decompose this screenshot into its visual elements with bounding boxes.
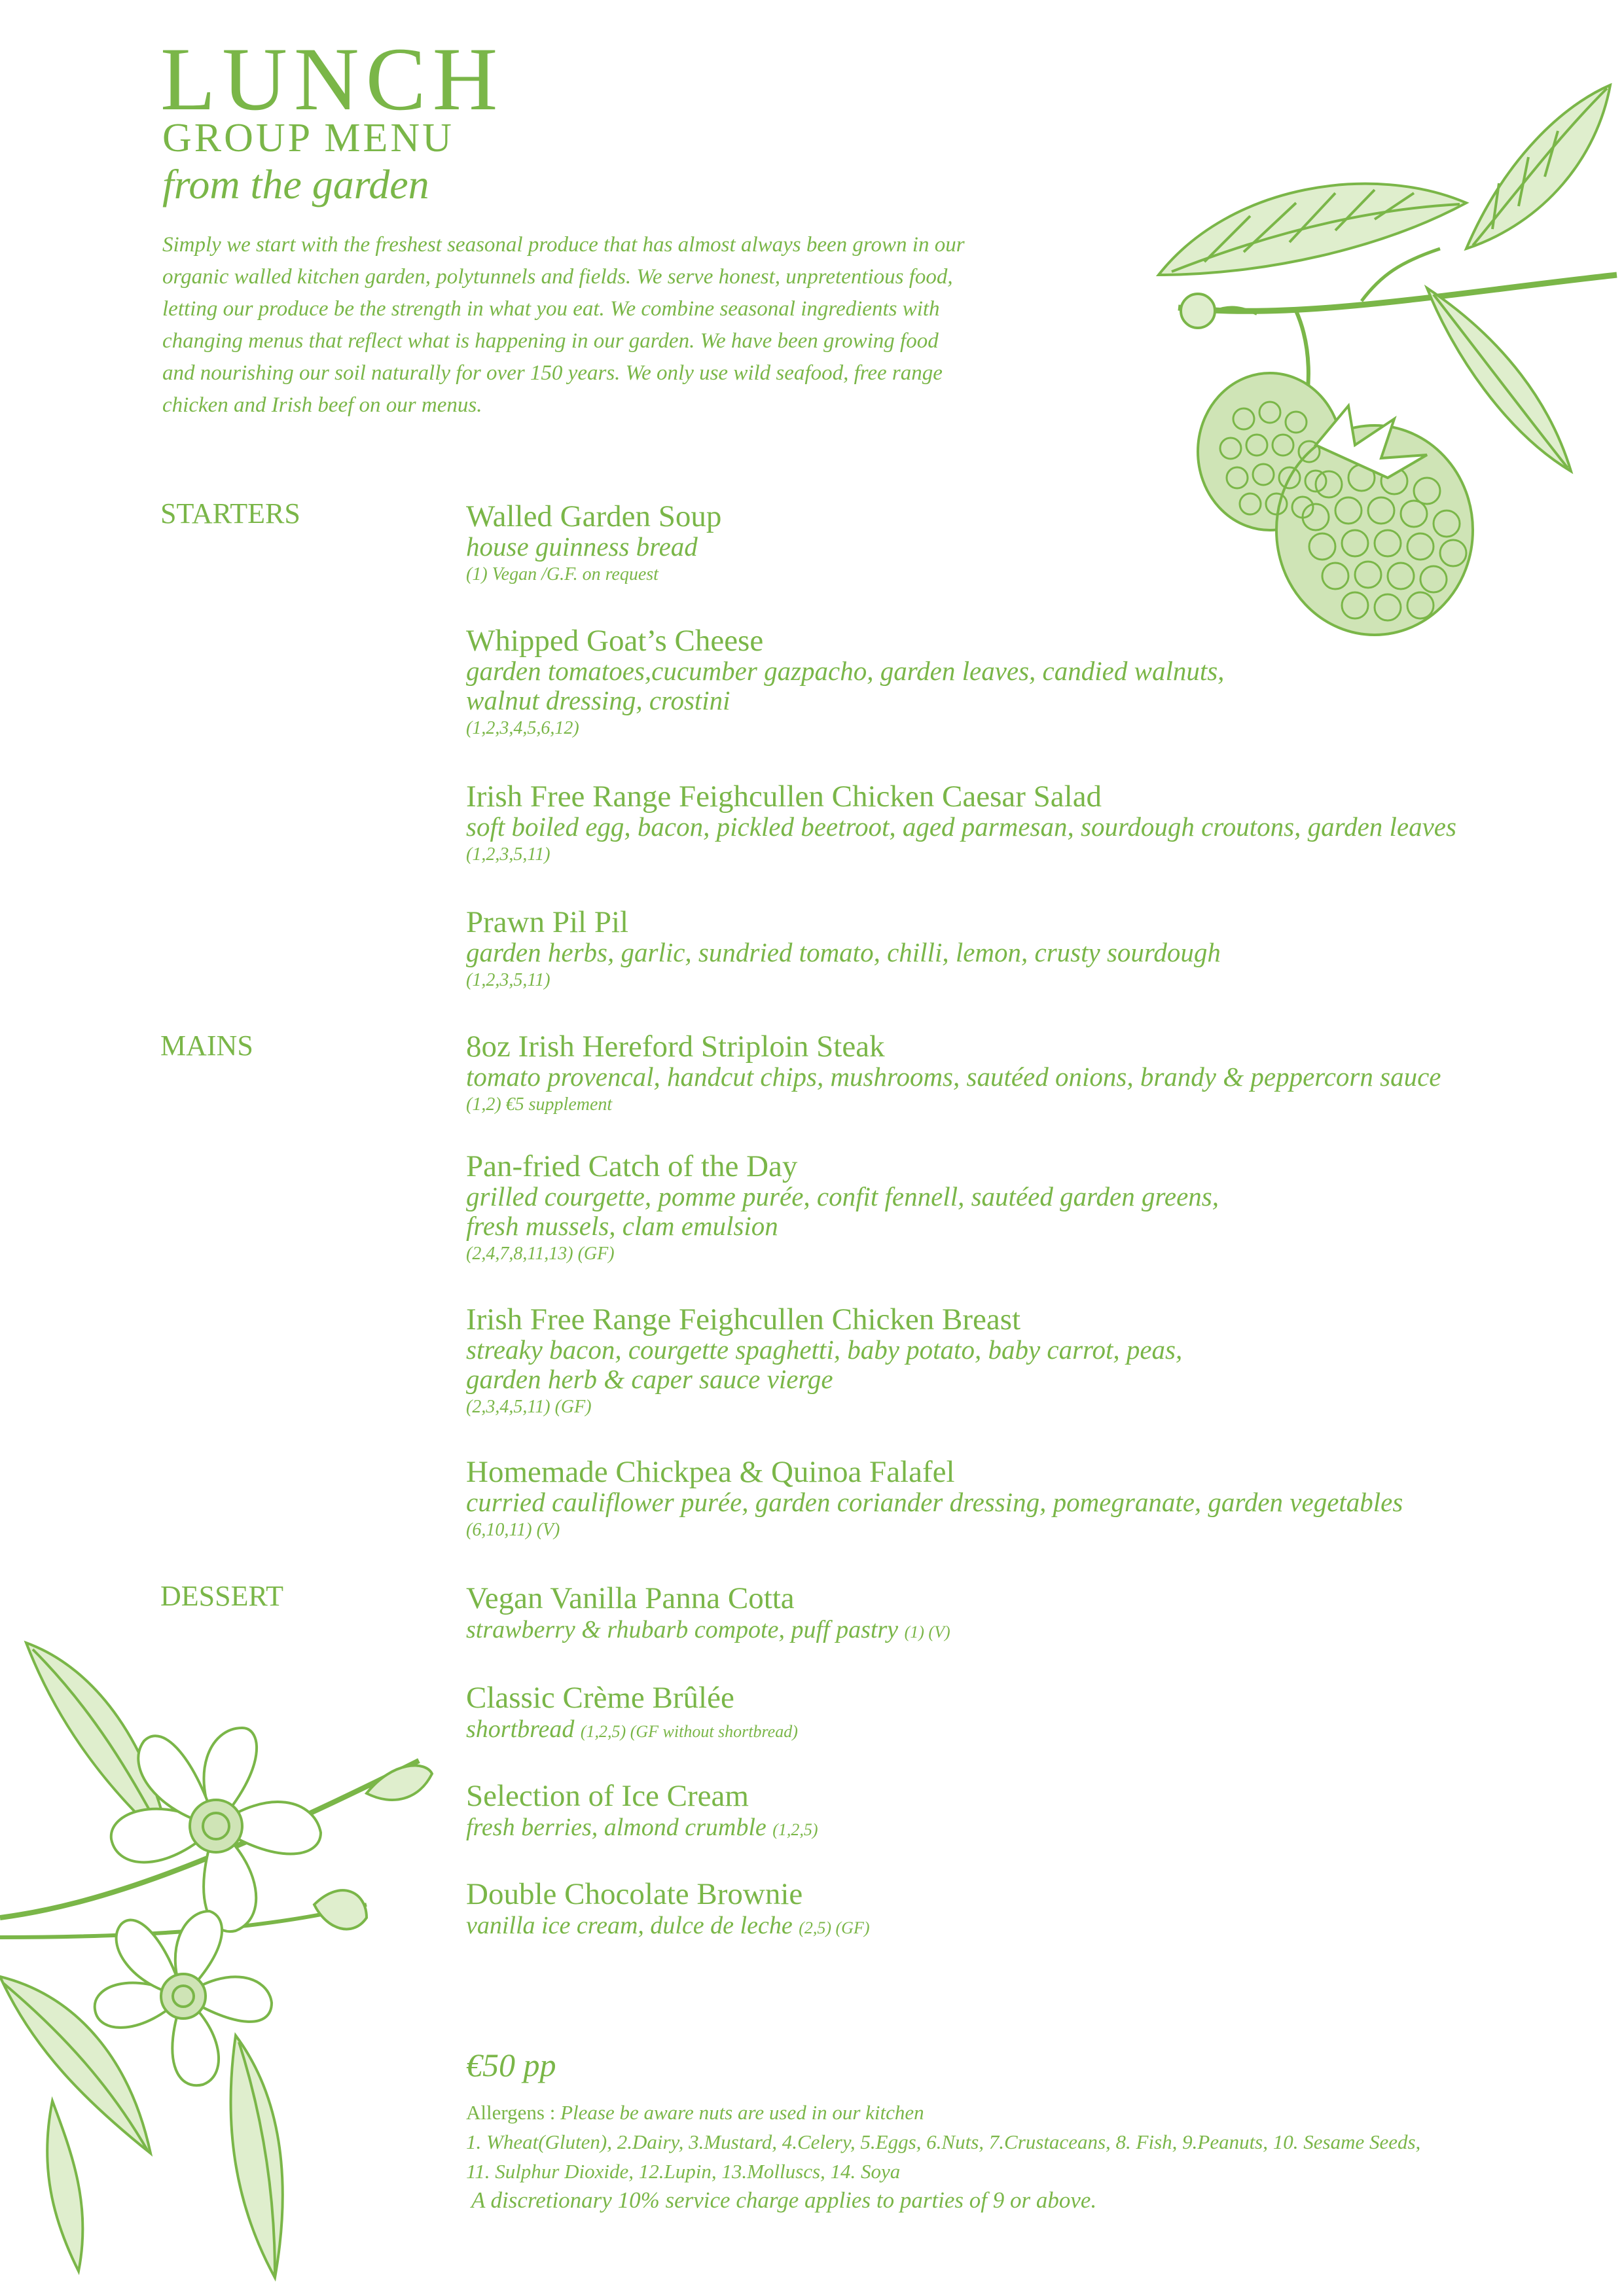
section-label-starters: STARTERS (160, 497, 300, 529)
item-description: fresh mussels, clam emulsion (466, 1211, 778, 1241)
item-allergens: (1,2) €5 supplement (466, 1094, 613, 1115)
item-name: Vegan Vanilla Panna Cotta (466, 1581, 795, 1615)
item-description (466, 1812, 1605, 1846)
item-allergens: (1) Vegan /G.F. on request (466, 564, 659, 584)
page-title: LUNCH (160, 29, 505, 129)
item-allergens: (1,2,5) (772, 1820, 818, 1839)
item-name: Pan-fried Catch of the Day (466, 1149, 798, 1183)
menu-item (466, 1031, 1605, 1118)
item-name: Whipped Goat’s Cheese (466, 624, 764, 658)
intro-line: and nourishing our soil naturally for over 150 years. We only use wild seafood, free range (162, 361, 943, 385)
item-name: Walled Garden Soup (466, 499, 722, 533)
item-description: soft boiled egg, bacon, pickled beetroot, aged parmesan, sourdough croutons, garden leaves (466, 812, 1456, 842)
nuts-warning: Please be aware nuts are used in our kitchen (560, 2101, 924, 2124)
item-name: Classic Crème Brûlée (466, 1681, 734, 1715)
page-subtitle: GROUP MENU (162, 116, 454, 160)
item-name: 8oz Irish Hereford Striploin Steak (466, 1030, 885, 1064)
allergens-label: Allergens : (466, 2101, 561, 2124)
menu-item (466, 781, 1605, 868)
item-allergens: (1) (V) (904, 1623, 950, 1641)
intro-line: chicken and Irish beef on our menus. (162, 393, 482, 417)
item-description (466, 1910, 1605, 1944)
item-name: Selection of Ice Cream (466, 1779, 749, 1813)
menu-item (466, 1878, 1605, 1944)
menu-item (466, 1583, 1605, 1648)
menu-item (466, 906, 1605, 994)
item-description: garden herbs, garlic, sundried tomato, chilli, lemon, crusty sourdough (466, 937, 1221, 967)
item-name: Homemade Chickpea & Quinoa Falafel (466, 1455, 955, 1489)
item-description-text: fresh berries, almond crumble (466, 1814, 767, 1841)
item-description (466, 1614, 1605, 1648)
item-allergens: (2,4,7,8,11,13) (GF) (466, 1244, 615, 1264)
item-name: Irish Free Range Feighcullen Chicken Caesar Salad (466, 780, 1102, 814)
item-allergens: (1,2,3,5,11) (466, 970, 550, 990)
intro-line: organic walled kitchen garden, polytunnels and fields. We serve honest, unpretentious food, (162, 265, 953, 289)
item-description: garden herb & caper sauce vierge (466, 1364, 833, 1394)
menu-item (466, 1780, 1605, 1846)
item-allergens: (2,3,4,5,11) (GF) (466, 1397, 592, 1417)
menu-item (466, 1151, 1605, 1267)
item-allergens: (1,2,5) (GF without shortbread) (580, 1722, 798, 1741)
item-allergens: (1,2,3,4,5,6,12) (466, 718, 579, 738)
intro-paragraph (162, 229, 1144, 422)
page-tagline: from the garden (162, 161, 429, 207)
item-description (466, 1713, 1605, 1748)
item-description-text: strawberry & rhubarb compote, puff pastry (466, 1616, 899, 1643)
item-description-text: shortbread (466, 1715, 575, 1743)
item-description: garden tomatoes,cucumber gazpacho, garden leaves, candied walnuts, (466, 656, 1225, 686)
allergen-list-line: 1. Wheat(Gluten), 2.Dairy, 3.Mustard, 4.Celery, 5.Eggs, 6.Nuts, 7.Crustaceans, 8. Fish, 9.Peanuts, 10. Sesame Seeds, (466, 2130, 1421, 2153)
item-description-text: vanilla ice cream, dulce de leche (466, 1912, 793, 1939)
menu-item (466, 1682, 1605, 1748)
menu-item (466, 1304, 1605, 1420)
intro-line: changing menus that reflect what is happening in our garden. We have been growing food (162, 329, 939, 353)
allergen-header (466, 2098, 1618, 2127)
item-description: tomato provencal, handcut chips, mushrooms, sautéed onions, brandy & peppercorn sauce (466, 1062, 1441, 1092)
item-name: Irish Free Range Feighcullen Chicken Breast (466, 1302, 1021, 1336)
menu-item (466, 625, 1605, 742)
price: €50 pp (466, 2047, 556, 2083)
menu-item (466, 501, 1605, 588)
intro-line: letting our produce be the strength in what you eat. We combine seasonal ingredients with (162, 297, 940, 321)
item-allergens: (1,2,3,5,11) (466, 844, 550, 865)
item-allergens: (6,10,11) (V) (466, 1520, 560, 1540)
menu-item (466, 1456, 1605, 1543)
item-allergens: (2,5) (GF) (799, 1918, 870, 1937)
item-description: grilled courgette, pomme purée, confit fennell, sautéed garden greens, (466, 1181, 1219, 1211)
item-description: curried cauliflower purée, garden coriander dressing, pomegranate, garden vegetables (466, 1487, 1403, 1517)
allergen-list-line: 11. Sulphur Dioxide, 12.Lupin, 13.Molluscs, 14. Soya (466, 2160, 901, 2183)
service-charge-note: A discretionary 10% service charge applies to parties of 9 or above. (471, 2187, 1097, 2213)
item-description: house guinness bread (466, 531, 698, 562)
item-description: walnut dressing, crostini (466, 685, 731, 715)
allergen-info (466, 2098, 1618, 2186)
intro-line: Simply we start with the freshest seasonal produce that has almost always been grown in our (162, 233, 965, 257)
section-label-dessert: DESSERT (160, 1580, 284, 1612)
section-label-mains: MAINS (160, 1030, 253, 1062)
item-name: Prawn Pil Pil (466, 905, 629, 939)
item-description: streaky bacon, courgette spaghetti, baby potato, baby carrot, peas, (466, 1335, 1183, 1365)
flower-branch-illustration (0, 1630, 458, 2284)
item-name: Double Chocolate Brownie (466, 1877, 803, 1911)
